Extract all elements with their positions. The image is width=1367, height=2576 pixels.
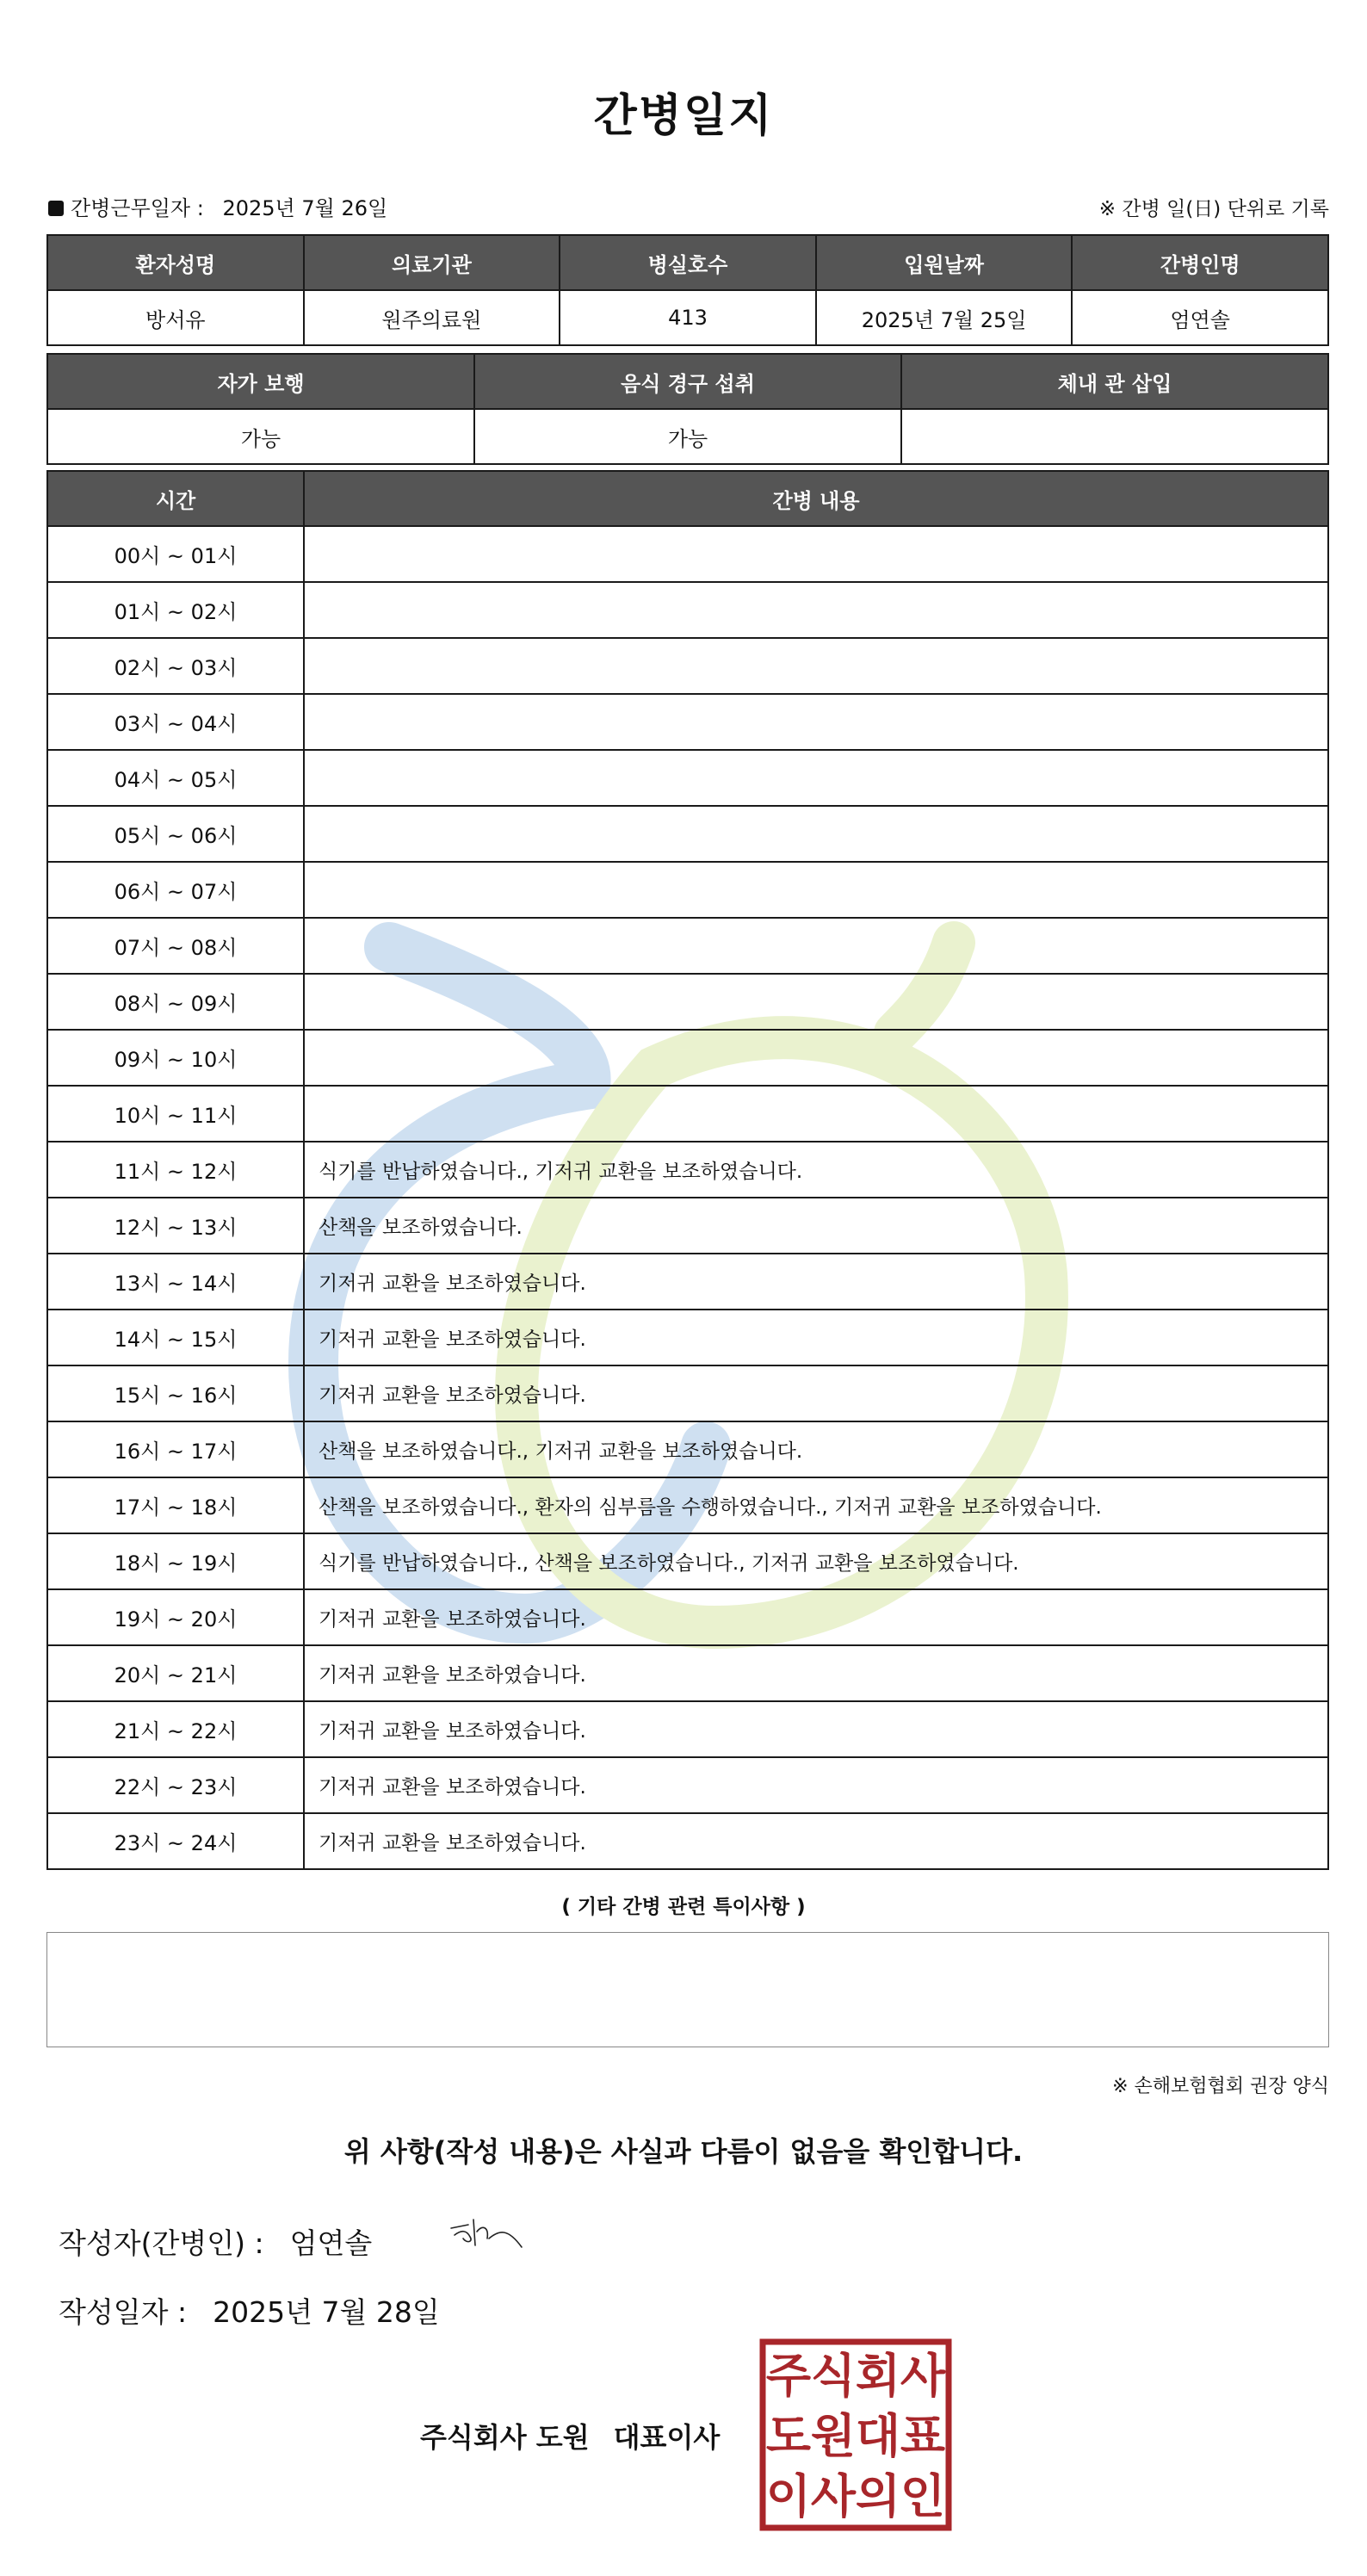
- time-cell: 02시 ~ 03시: [47, 638, 304, 694]
- time-cell: 09시 ~ 10시: [47, 1030, 304, 1086]
- time-cell: 08시 ~ 09시: [47, 974, 304, 1030]
- care-content-cell: 기저귀 교환을 보조하였습니다.: [304, 1365, 1328, 1421]
- table-row: [47, 409, 1328, 464]
- care-content-cell: 기저귀 교환을 보조하였습니다.: [304, 1701, 1328, 1757]
- care-content-cell: [304, 974, 1328, 1030]
- care-content-cell: 기저귀 교환을 보조하였습니다.: [304, 1813, 1328, 1869]
- seal-char: 사: [900, 2349, 946, 2403]
- seal-char: 사: [810, 2469, 857, 2523]
- table-row: [47, 1310, 1328, 1365]
- seal-char: 이: [765, 2469, 812, 2523]
- header-admit-date: 입원날짜: [816, 235, 1073, 290]
- care-content-cell: [304, 582, 1328, 638]
- care-content-cell: 기저귀 교환을 보조하였습니다.: [304, 1254, 1328, 1310]
- care-content-cell: [304, 526, 1328, 582]
- table-row: [47, 918, 1328, 974]
- time-cell: 10시 ~ 11시: [47, 1086, 304, 1142]
- care-content-cell: 기저귀 교환을 보조하였습니다.: [304, 1757, 1328, 1813]
- table-row: [47, 806, 1328, 862]
- admit-date: 2025년 7월 25일: [816, 290, 1073, 345]
- seal-char: 표: [900, 2409, 946, 2463]
- table-row: [47, 1589, 1328, 1645]
- header-care-content: 간병 내용: [304, 471, 1328, 526]
- unit-note: ※ 간병 일(日) 단위로 기록: [1098, 198, 1329, 220]
- time-cell: 21시 ~ 22시: [47, 1701, 304, 1757]
- header-oral-intake: 음식 경구 섭취: [474, 354, 901, 409]
- header-time: 시간: [47, 471, 304, 526]
- form-note: ※ 손해보험협회 권장 양식: [1112, 2076, 1329, 2097]
- confirmation-statement: 위 사항(작성 내용)은 사실과 다름이 없음을 확인합니다.: [343, 2135, 1024, 2168]
- header-room: 병실호수: [560, 235, 816, 290]
- care-content-cell: [304, 1030, 1328, 1086]
- room-number: 413: [560, 290, 816, 345]
- time-cell: 22시 ~ 23시: [47, 1757, 304, 1813]
- header-tube: 체내 관 삽입: [901, 354, 1328, 409]
- table-row: [47, 1254, 1328, 1310]
- table-row: [47, 694, 1328, 750]
- page-title: 간병일지: [593, 90, 774, 142]
- table-row: [47, 862, 1328, 918]
- write-date-label: 작성일자 :: [59, 2295, 188, 2329]
- company-name: 주식회사 도원: [420, 2421, 590, 2454]
- table-row: [47, 1421, 1328, 1477]
- time-cell: 13시 ~ 14시: [47, 1254, 304, 1310]
- table-row: [47, 1813, 1328, 1869]
- care-content-cell: [304, 694, 1328, 750]
- seal-char: 식: [810, 2349, 857, 2403]
- table-row: [47, 526, 1328, 582]
- table-row: [47, 1142, 1328, 1198]
- time-cell: 18시 ~ 19시: [47, 1533, 304, 1589]
- time-cell: 11시 ~ 12시: [47, 1142, 304, 1198]
- care-content-cell: [304, 862, 1328, 918]
- care-content-cell: 기저귀 교환을 보조하였습니다.: [304, 1589, 1328, 1645]
- care-content-cell: 산책을 보조하였습니다.: [304, 1198, 1328, 1254]
- writer-name: 엄연솔: [289, 2226, 373, 2260]
- time-cell: 03시 ~ 04시: [47, 694, 304, 750]
- time-cell: 23시 ~ 24시: [47, 1813, 304, 1869]
- writer-label: 작성자(간병인) :: [59, 2226, 264, 2260]
- table-row: [47, 974, 1328, 1030]
- table-row: [47, 1701, 1328, 1757]
- time-cell: 17시 ~ 18시: [47, 1477, 304, 1533]
- table-row: [47, 1030, 1328, 1086]
- seal-char: 원: [810, 2409, 857, 2463]
- care-content-cell: [304, 750, 1328, 806]
- time-cell: 07시 ~ 08시: [47, 918, 304, 974]
- table-row: [47, 750, 1328, 806]
- table-row: [47, 1365, 1328, 1421]
- table-row: [47, 582, 1328, 638]
- time-cell: 05시 ~ 06시: [47, 806, 304, 862]
- header-patient-name: 환자성명: [47, 235, 304, 290]
- bullet-square-icon: [48, 201, 64, 216]
- time-cell: 16시 ~ 17시: [47, 1421, 304, 1477]
- table-row: [47, 1198, 1328, 1254]
- care-log-table: [46, 470, 1329, 1870]
- care-content-cell: 산책을 보조하였습니다., 환자의 심부름을 수행하였습니다., 기저귀 교환을 보조하였습니다.: [304, 1477, 1328, 1533]
- care-content-cell: [304, 806, 1328, 862]
- company-rep-title: 대표이사: [613, 2421, 721, 2454]
- work-date-value: 2025년 7월 26일: [222, 196, 388, 220]
- ability-table: [46, 353, 1329, 465]
- table-row: [47, 1477, 1328, 1533]
- work-date: [48, 191, 387, 221]
- tube-value: [901, 409, 1328, 464]
- table-row: [47, 1645, 1328, 1701]
- hospital: 원주의료원: [304, 290, 560, 345]
- signature: [448, 2213, 527, 2256]
- care-content-cell: 산책을 보조하였습니다., 기저귀 교환을 보조하였습니다.: [304, 1421, 1328, 1477]
- patient-name: 방서유: [47, 290, 304, 345]
- oral-intake-value: 가능: [474, 409, 901, 464]
- write-date-value: 2025년 7월 28일: [213, 2295, 440, 2329]
- time-cell: 04시 ~ 05시: [47, 750, 304, 806]
- care-log-body: [47, 526, 1328, 1869]
- time-cell: 12시 ~ 13시: [47, 1198, 304, 1254]
- special-notes-box: [46, 1932, 1329, 2047]
- care-content-cell: [304, 638, 1328, 694]
- company-seal-stamp: [759, 2338, 952, 2531]
- header-walking: 자가 보행: [47, 354, 474, 409]
- time-cell: 20시 ~ 21시: [47, 1645, 304, 1701]
- care-content-cell: 식기를 반납하였습니다., 기저귀 교환을 보조하였습니다.: [304, 1142, 1328, 1198]
- table-header-row: [47, 471, 1328, 526]
- company-line: [420, 2416, 720, 2455]
- patient-info-table: [46, 234, 1329, 346]
- table-header-row: [47, 235, 1328, 290]
- seal-char: 의: [855, 2469, 901, 2523]
- care-content-cell: 기저귀 교환을 보조하였습니다.: [304, 1310, 1328, 1365]
- care-content-cell: [304, 1086, 1328, 1142]
- writer-line: [59, 2221, 372, 2262]
- table-header-row: [47, 354, 1328, 409]
- time-cell: 00시 ~ 01시: [47, 526, 304, 582]
- seal-char: 회: [855, 2349, 901, 2403]
- table-row: [47, 1086, 1328, 1142]
- header-caregiver: 간병인명: [1072, 235, 1328, 290]
- time-cell: 01시 ~ 02시: [47, 582, 304, 638]
- table-row: [47, 1533, 1328, 1589]
- caregiver-name: 엄연솔: [1072, 290, 1328, 345]
- seal-char: 주: [765, 2349, 812, 2403]
- care-content-cell: 기저귀 교환을 보조하였습니다.: [304, 1645, 1328, 1701]
- header-hospital: 의료기관: [304, 235, 560, 290]
- table-row: [47, 290, 1328, 345]
- time-cell: 14시 ~ 15시: [47, 1310, 304, 1365]
- seal-char: 도: [765, 2409, 812, 2463]
- work-date-label: 간병근무일자 :: [71, 196, 204, 220]
- write-date-line: [59, 2290, 440, 2331]
- seal-char: 인: [900, 2469, 946, 2523]
- seal-char: 대: [855, 2409, 901, 2463]
- table-row: [47, 638, 1328, 694]
- time-cell: 15시 ~ 16시: [47, 1365, 304, 1421]
- special-notes-title: ( 기타 간병 관련 특이사항 ): [561, 1896, 806, 1918]
- table-row: [47, 1757, 1328, 1813]
- time-cell: 06시 ~ 07시: [47, 862, 304, 918]
- time-cell: 19시 ~ 20시: [47, 1589, 304, 1645]
- care-content-cell: 식기를 반납하였습니다., 산책을 보조하였습니다., 기저귀 교환을 보조하였습니다.: [304, 1533, 1328, 1589]
- walking-value: 가능: [47, 409, 474, 464]
- care-content-cell: [304, 918, 1328, 974]
